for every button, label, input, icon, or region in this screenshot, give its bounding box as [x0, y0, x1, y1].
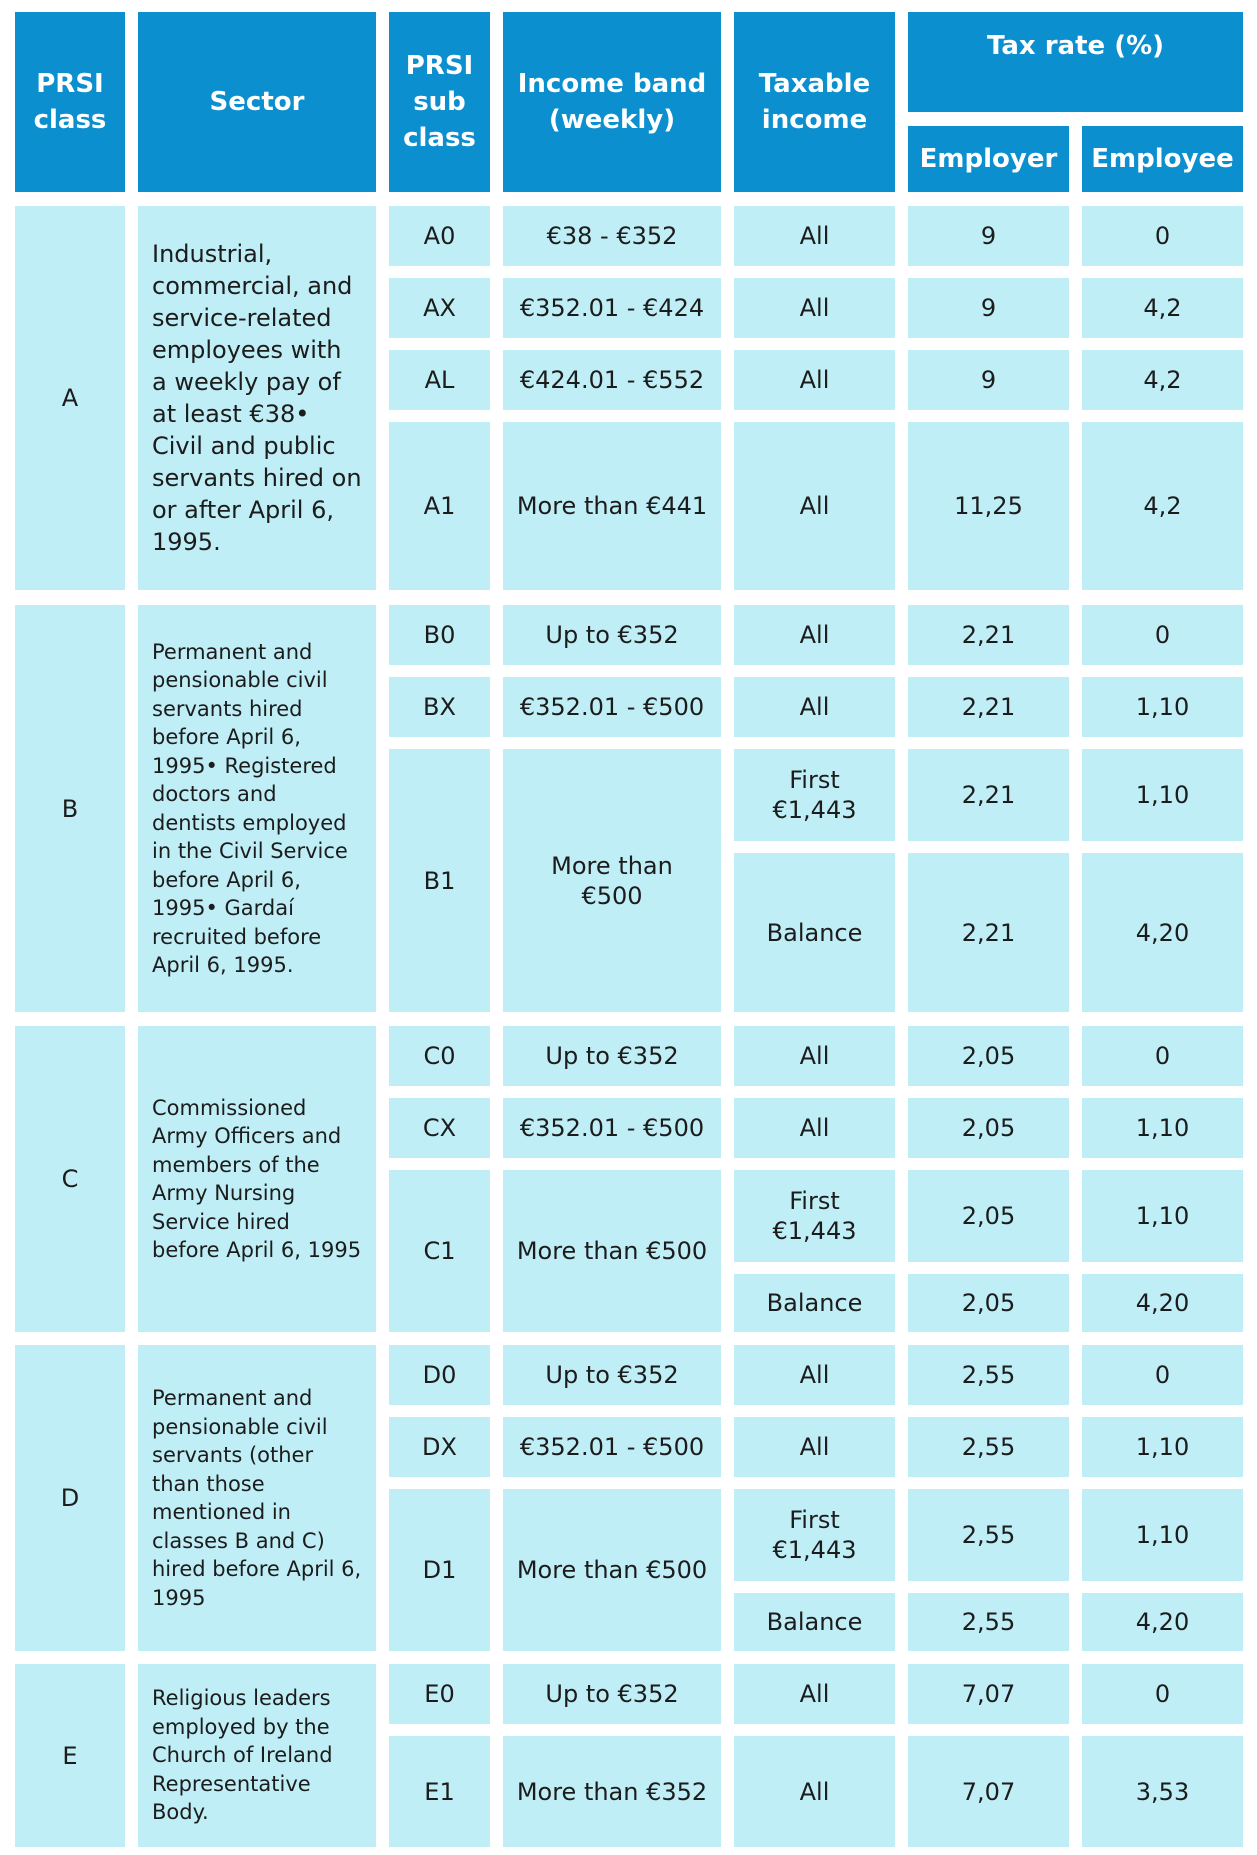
table-row-taxable: All [734, 605, 895, 665]
table-row-employer-rate: 2,21 [908, 749, 1069, 841]
table-row-taxable: All [734, 1736, 895, 1847]
table-row-subclass: B0 [389, 605, 490, 665]
table-row-employer-rate: 7,07 [908, 1664, 1069, 1724]
table-row-subclass: D0 [389, 1345, 490, 1405]
table-row-employer-rate: 2,05 [908, 1098, 1069, 1158]
table-row-taxable: All [734, 206, 895, 266]
table-row-taxable: All [734, 1098, 895, 1158]
table-row-subclass: A0 [389, 206, 490, 266]
table-row-employee-rate: 0 [1082, 1026, 1243, 1086]
table-row-employee-rate: 4,20 [1082, 853, 1243, 1012]
header-prsi-subclass: PRSI sub class [389, 12, 490, 192]
table-row-employer-rate: 7,07 [908, 1736, 1069, 1847]
table-row-income-band: €352.01 - €500 [503, 1098, 721, 1158]
table-row-employer-rate: 2,21 [908, 853, 1069, 1012]
table-row-employer-rate: 2,05 [908, 1274, 1069, 1332]
class-cell-a: A [15, 206, 125, 590]
table-row-employee-rate: 4,20 [1082, 1593, 1243, 1651]
table-row-employer-rate: 2,55 [908, 1345, 1069, 1405]
table-row-employee-rate: 0 [1082, 605, 1243, 665]
table-row-income-band: €424.01 - €552 [503, 350, 721, 410]
table-row-subclass: E1 [389, 1736, 490, 1847]
table-row-income-band: €38 - €352 [503, 206, 721, 266]
table-row-taxable: All [734, 1417, 895, 1477]
table-row-subclass: A1 [389, 422, 490, 590]
table-row-income-band: Up to €352 [503, 1026, 721, 1086]
sector-cell-d: Permanent and pensionable civil servants (other than those mentioned in classes B and C) hired before April 6, 1995 [138, 1345, 376, 1651]
table-row-employer-rate: 9 [908, 206, 1069, 266]
sector-cell-b: Permanent and pensionable civil servants hired before April 6, 1995• Registered doctors and dentists employed in the Civil Service before April 6, 1995• Gardaí recruited before April 6, 1995. [138, 605, 376, 1012]
class-cell-e: E [15, 1664, 125, 1847]
table-row-employee-rate: 4,2 [1082, 422, 1243, 590]
header-tax-rate: Tax rate (%) [908, 12, 1243, 112]
table-row-employer-rate: 9 [908, 278, 1069, 338]
table-row-employee-rate: 4,2 [1082, 350, 1243, 410]
table-row-employer-rate: 2,55 [908, 1417, 1069, 1477]
sector-cell-e: Religious leaders employed by the Church of Ireland Representative Body. [138, 1664, 376, 1847]
table-row-income-band: More than €352 [503, 1736, 721, 1847]
table-row-taxable: All [734, 1026, 895, 1086]
table-row-taxable: First €1,443 [734, 1170, 895, 1262]
table-row-employer-rate: 2,21 [908, 677, 1069, 737]
table-row-employee-rate: 1,10 [1082, 1098, 1243, 1158]
table-row-employee-rate: 1,10 [1082, 1170, 1243, 1262]
table-row-employer-rate: 2,21 [908, 605, 1069, 665]
table-row-employee-rate: 1,10 [1082, 1417, 1243, 1477]
table-row-subclass: C0 [389, 1026, 490, 1086]
class-cell-d: D [15, 1345, 125, 1651]
table-row-subclass: BX [389, 677, 490, 737]
table-row-employee-rate: 1,10 [1082, 749, 1243, 841]
header-taxable-income: Taxable income [734, 12, 895, 192]
table-row-employer-rate: 11,25 [908, 422, 1069, 590]
header-sector: Sector [138, 12, 376, 192]
table-row-subclass: AL [389, 350, 490, 410]
table-row-taxable: Balance [734, 853, 895, 1012]
table-row-employer-rate: 2,55 [908, 1489, 1069, 1581]
table-row-employee-rate: 4,2 [1082, 278, 1243, 338]
table-row-subclass: CX [389, 1098, 490, 1158]
table-row-subclass: E0 [389, 1664, 490, 1724]
table-row-income-band: €352.01 - €424 [503, 278, 721, 338]
table-row-subclass: D1 [389, 1489, 490, 1651]
table-row-income-band: More than €500 [503, 1489, 721, 1651]
sector-cell-c: Commissioned Army Officers and members of the Army Nursing Service hired before April 6, 1995 [138, 1026, 376, 1332]
table-row-subclass: AX [389, 278, 490, 338]
header-employer: Employer [908, 126, 1069, 192]
table-row-taxable: All [734, 1345, 895, 1405]
table-row-income-band: €352.01 - €500 [503, 677, 721, 737]
table-row-employee-rate: 0 [1082, 1345, 1243, 1405]
header-prsi-class: PRSI class [15, 12, 125, 192]
table-row-employer-rate: 9 [908, 350, 1069, 410]
table-row-taxable: First €1,443 [734, 749, 895, 841]
sector-cell-a: Industrial, commercial, and service-related employees with a weekly pay of at least €38• Civil and public servants hired on or after April 6, 1995. [138, 206, 376, 590]
table-row-income-band: Up to €352 [503, 1664, 721, 1724]
table-row-subclass: B1 [389, 749, 490, 1012]
table-row-employee-rate: 0 [1082, 1664, 1243, 1724]
table-row-subclass: C1 [389, 1170, 490, 1332]
table-row-employee-rate: 4,20 [1082, 1274, 1243, 1332]
table-row-employer-rate: 2,05 [908, 1170, 1069, 1262]
table-row-subclass: DX [389, 1417, 490, 1477]
table-row-employee-rate: 1,10 [1082, 677, 1243, 737]
table-row-taxable: Balance [734, 1593, 895, 1651]
table-row-income-band: More than €500 [503, 1170, 721, 1332]
table-row-employee-rate: 1,10 [1082, 1489, 1243, 1581]
table-row-income-band: More than €500 [503, 749, 721, 1012]
table-row-income-band: More than €441 [503, 422, 721, 590]
table-row-employee-rate: 0 [1082, 206, 1243, 266]
table-row-taxable: All [734, 677, 895, 737]
table-row-income-band: €352.01 - €500 [503, 1417, 721, 1477]
table-row-income-band: Up to €352 [503, 1345, 721, 1405]
table-row-income-band: Up to €352 [503, 605, 721, 665]
table-row-taxable: First €1,443 [734, 1489, 895, 1581]
header-income-band: Income band (weekly) [503, 12, 721, 192]
table-row-employer-rate: 2,05 [908, 1026, 1069, 1086]
table-row-taxable: All [734, 422, 895, 590]
table-row-employer-rate: 2,55 [908, 1593, 1069, 1651]
table-row-taxable: Balance [734, 1274, 895, 1332]
table-row-taxable: All [734, 350, 895, 410]
table-row-taxable: All [734, 278, 895, 338]
class-cell-b: B [15, 605, 125, 1012]
header-employee: Employee [1082, 126, 1243, 192]
table-row-taxable: All [734, 1664, 895, 1724]
class-cell-c: C [15, 1026, 125, 1332]
table-row-employee-rate: 3,53 [1082, 1736, 1243, 1847]
